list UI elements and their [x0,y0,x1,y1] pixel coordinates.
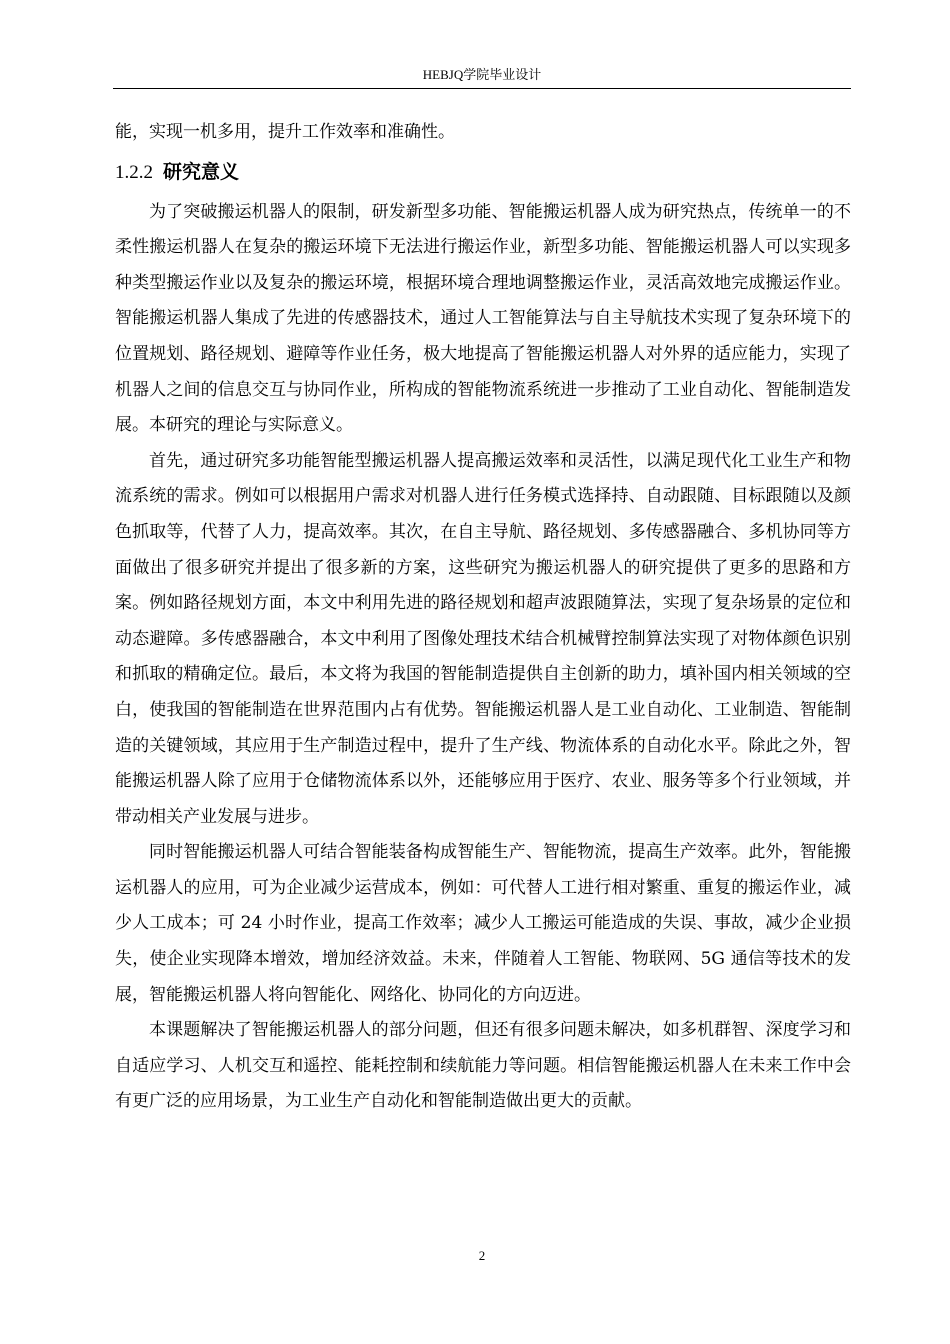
continued-paragraph: 能，实现一机多用，提升工作效率和准确性。 [115,122,455,142]
paragraph-4: 本课题解决了智能搬运机器人的部分问题，但还有很多问题未解决，如多机群智、深度学习和自适应学习、人机交互和遥控、能耗控制和续航能力等问题。相信智能搬运机器人在未来工作中会有更广泛的应用场景，为工业生产自动化和智能制造做出更大的贡献。 [115,1020,851,1112]
header-rule [113,88,851,89]
paragraph-2: 首先，通过研究多功能智能型搬运机器人提高搬运效率和灵活性，以满足现代化工业生产和物流系统的需求。例如可以根据用户需求对机器人进行任务模式选择持、自动跟随、目标跟随以及颜色抓取等，代替了人力，提高效率。其次，在自主导航、路径规划、多传感器融合、多机协同等方面做出了很多研究并提出了很多新的方案，这些研究为搬运机器人的研究提供了更多的思路和方案。例如路径规划方面，本文中利用先进的路径规划和超声波跟随算法，实现了复杂场景的定位和动态避障。多传感器融合，本文中利用了图像处理技术结合机械臂控制算法实现了对物体颜色识别和抓取的精确定位。最后，本文将为我国的智能制造提供自主创新的助力，填补国内相关领域的空白，使我国的智能制造在世界范围内占有优势。智能搬运机器人是工业自动化、工业制造、智能制造的关键领域，其应用于生产制造过程中，提升了生产线、物流体系的自动化水平。除此之外，智能搬运机器人除了应用于仓储物流体系以外，还能够应用于医疗、农业、服务等多个行业领域，并带动相关产业发展与进步。 [115,450,851,827]
section-title: 研究意义 [163,160,240,183]
paragraph-1: 为了突破搬运机器人的限制，研发新型多功能、智能搬运机器人成为研究热点，传统单一的不柔性搬运机器人在复杂的搬运环境下无法进行搬运作业，新型多功能、智能搬运机器人可以实现多种类型搬运作业以及复杂的搬运环境，根据环境合理地调整搬运作业，灵活高效地完成搬运作业。智能搬运机器人集成了先进的传感器技术，通过人工智能算法与自主导航技术实现了复杂环境下的位置规划、路径规划、避障等作业任务，极大地提高了智能搬运机器人对外界的适应能力，实现了机器人之间的信息交互与协同作业，所构成的智能物流系统进一步推动了工业自动化、智能制造发展。本研究的理论与实际意义。 [115,201,851,436]
page-content [115,115,851,1120]
section-number: 1.2.2 [115,161,153,183]
section-heading [115,157,851,188]
page-header: HEBJQ学院毕业设计 [422,67,542,82]
page-number: 2 [478,1248,486,1263]
paragraph-3: 同时智能搬运机器人可结合智能装备构成智能生产、智能物流，提高生产效率。此外，智能搬运机器人的应用，可为企业减少运营成本，例如：可代替人工进行相对繁重、重复的搬运作业，减少人工成本；可 24 小时作业，提高工作效率；减少人工搬运可能造成的失误、事故，减少企业损失，使企业实现降本增效，增加经济效益。未来，伴随着人工智能、物联网、5G 通信等技术的发展，智能搬运机器人将向智能化、网络化、协同化的方向迈进。 [115,842,851,1005]
